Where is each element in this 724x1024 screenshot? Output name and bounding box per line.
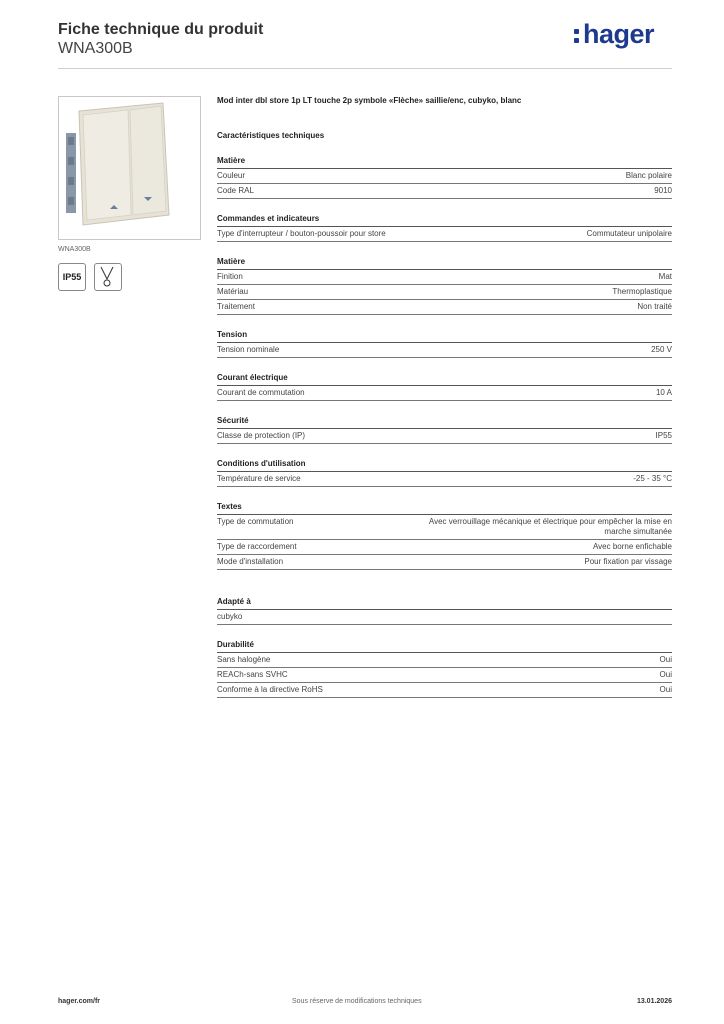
spec-label: REACh-sans SVHC — [217, 670, 288, 679]
spec-label: Couleur — [217, 171, 246, 180]
spec-label: Tension nominale — [217, 345, 280, 354]
spec-section-title: Matière — [217, 257, 672, 270]
spec-label: Type d'interrupteur / bouton-poussoir pour store — [217, 229, 386, 238]
spec-section-title: Conditions d'utilisation — [217, 459, 672, 472]
spec-row — [217, 540, 672, 555]
spec-section-title: Durabilité — [217, 640, 672, 653]
spec-value: -25 - 35 °C — [633, 474, 672, 483]
spec-value: Mat — [658, 272, 672, 281]
spec-value: Non traité — [637, 302, 672, 311]
spec-section — [217, 416, 672, 444]
surface-mount-icon — [94, 263, 122, 291]
spec-label: Finition — [217, 272, 243, 281]
spec-row — [217, 300, 672, 315]
spec-row — [217, 653, 672, 668]
spec-row — [217, 429, 672, 444]
spec-row — [217, 472, 672, 487]
spec-row — [217, 386, 672, 401]
spec-section — [217, 502, 672, 570]
spec-section — [217, 330, 672, 358]
spec-section — [217, 373, 672, 401]
spec-label: Température de service — [217, 474, 301, 483]
spec-section — [217, 214, 672, 242]
spec-section — [217, 597, 672, 625]
badge-row — [58, 263, 201, 291]
product-description: Mod inter dbl store 1p LT touche 2p symbole «Flèche» saillie/enc, cubyko, blanc — [217, 96, 522, 105]
product-media-column — [58, 96, 201, 291]
spec-value: Thermoplastique — [612, 287, 672, 296]
specifications-list — [217, 156, 672, 698]
spec-row — [217, 555, 672, 570]
page-title: Fiche technique du produit — [58, 21, 264, 38]
spec-value: Commutateur unipolaire — [586, 229, 672, 238]
page-header — [58, 20, 672, 68]
spec-section-title: Textes — [217, 502, 672, 515]
spec-row — [217, 270, 672, 285]
spec-section-title: Commandes et indicateurs — [217, 214, 672, 227]
hager-logo — [574, 20, 654, 48]
spec-label: Type de raccordement — [217, 542, 297, 551]
spec-label: Courant de commutation — [217, 388, 305, 397]
spec-value: 9010 — [654, 186, 672, 195]
footer-website-link[interactable]: hager.com/fr — [58, 998, 101, 1005]
product-image — [58, 96, 201, 240]
spec-value: 10 A — [655, 388, 672, 397]
spec-row — [217, 227, 672, 242]
image-caption: WNA300B — [58, 246, 91, 253]
spec-row — [217, 515, 672, 540]
switch-illustration — [59, 97, 200, 239]
specifications-column — [217, 96, 672, 698]
spec-row — [217, 184, 672, 199]
spec-label: Code RAL — [217, 186, 254, 195]
ip-rating-badge: IP55 — [58, 263, 86, 291]
header-divider — [58, 68, 672, 69]
spec-section-title: Tension — [217, 330, 672, 343]
footer-disclaimer: Sous réserve de modifications techniques — [292, 998, 422, 1005]
spec-value: Oui — [659, 685, 672, 694]
spec-section-title: Courant électrique — [217, 373, 672, 386]
logo-text: hager — [582, 19, 654, 49]
spec-value: 250 V — [651, 345, 672, 354]
spec-row — [217, 668, 672, 683]
spec-label: Sans halogène — [217, 655, 271, 664]
logo-dots-icon — [574, 26, 580, 44]
spec-label: Conforme à la directive RoHS — [217, 685, 323, 694]
spec-section-title: Matière — [217, 156, 672, 169]
spec-value: Avec borne enfichable — [592, 542, 672, 551]
spec-value: Oui — [659, 670, 672, 679]
spec-section — [217, 257, 672, 315]
spec-value: Oui — [659, 655, 672, 664]
spec-row — [217, 343, 672, 358]
spec-value: IP55 — [655, 431, 672, 440]
product-reference: WNA300B — [58, 40, 133, 57]
spec-row — [217, 285, 672, 300]
spec-section — [217, 459, 672, 487]
spec-label: Matériau — [217, 287, 249, 296]
spec-value: Avec verrouillage mécanique et électrique pour empêcher la mise en marche simultanée — [428, 517, 672, 536]
spec-section-title: Adapté à — [217, 597, 672, 610]
footer-date: 13.01.2026 — [636, 998, 672, 1005]
spec-section — [217, 156, 672, 199]
characteristics-heading: Caractéristiques techniques — [217, 131, 325, 140]
spec-label: Traitement — [217, 302, 255, 311]
spec-label: Classe de protection (IP) — [217, 431, 306, 440]
spec-section — [217, 640, 672, 698]
spec-row — [217, 683, 672, 698]
spec-label: Type de commutation — [217, 517, 294, 526]
spec-row — [217, 169, 672, 184]
spec-label: cubyko — [217, 612, 243, 621]
spec-row — [217, 610, 672, 625]
spec-label: Mode d'installation — [217, 557, 284, 566]
spec-section-title: Sécurité — [217, 416, 672, 429]
spec-value: Blanc polaire — [625, 171, 672, 180]
spec-value: Pour fixation par vissage — [584, 557, 672, 566]
